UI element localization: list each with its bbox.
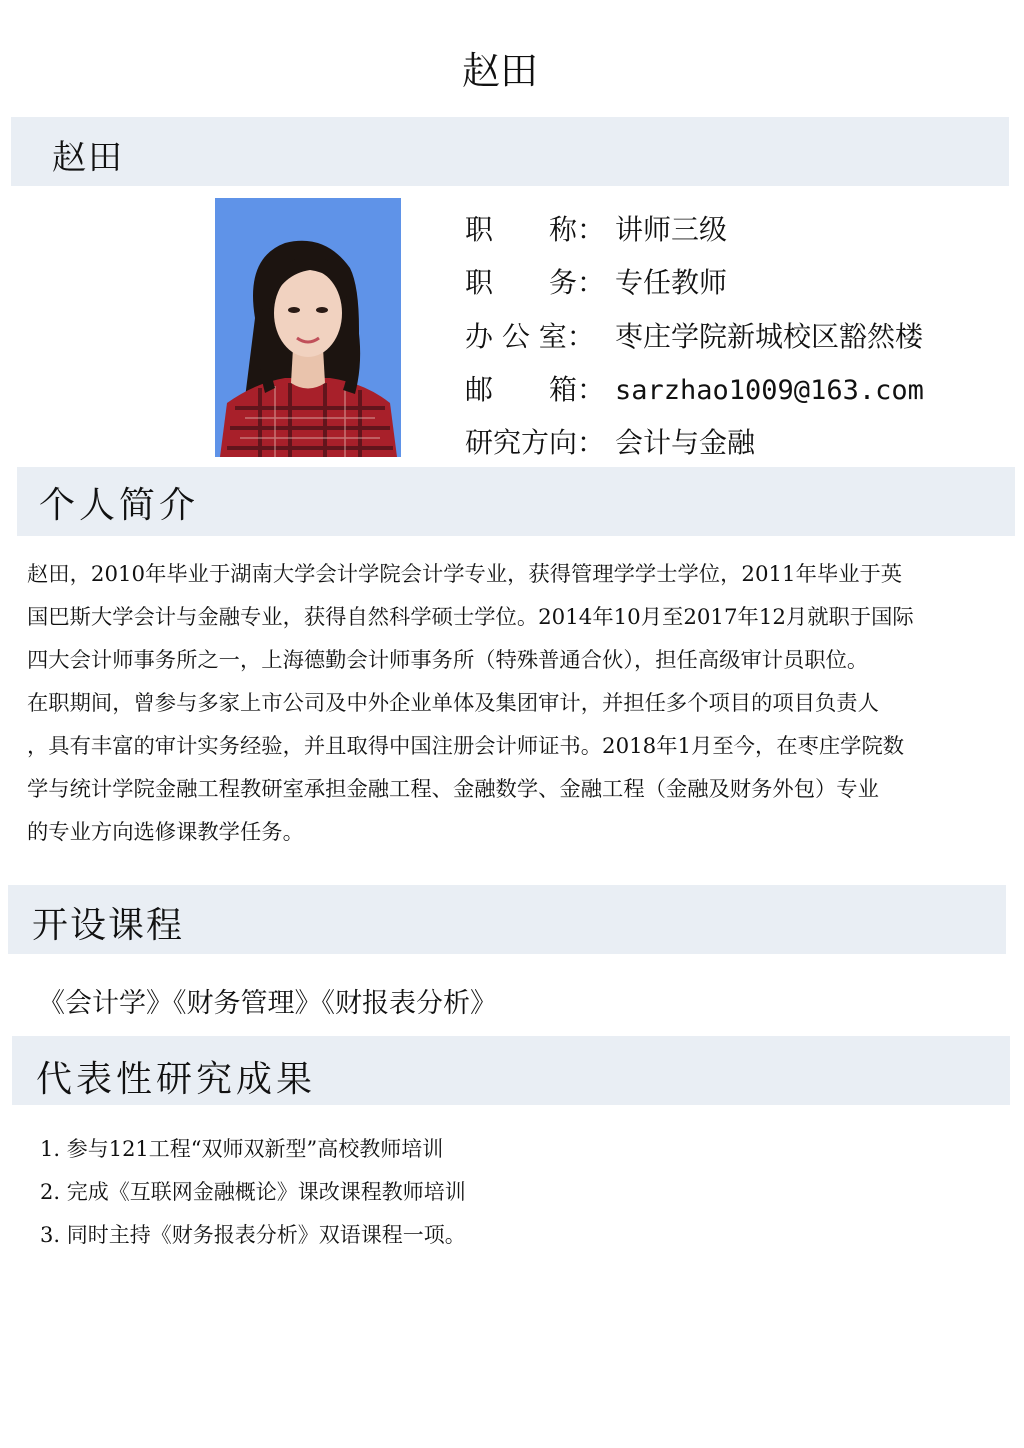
info-office-label: 办 公 室：: [465, 320, 595, 353]
research-section-title: 代表性研究成果: [36, 1059, 317, 1100]
courses-section-band: [8, 885, 1006, 954]
info-research-value: 会计与金融: [615, 426, 756, 459]
intro-section-band: [17, 467, 1015, 536]
courses-section-title: 开设课程: [32, 905, 185, 946]
info-email-row: [465, 368, 924, 408]
info-email-value[interactable]: sarzhao1009@163.com: [615, 375, 924, 406]
list-item: 3. 同时主持《财务报表分析》双语课程一项。: [40, 1223, 466, 1247]
intro-line: ，具有丰富的审计实务经验，并且取得中国注册会计师证书。2018年1月至今，在枣庄学院数: [27, 734, 905, 759]
intro-line: 学与统计学院金融工程教研室承担金融工程、金融数学、金融工程（金融及财务外包）专业: [27, 777, 879, 802]
name-header: 赵田: [52, 138, 124, 178]
info-title-label: 职 称：: [465, 213, 606, 246]
intro-line: 国巴斯大学会计与金融专业，获得自然科学硕士学位。2014年10月至2017年12月就职于国际: [27, 605, 914, 630]
info-research-label: 研究方向：: [465, 426, 606, 459]
research-section-band: [12, 1036, 1010, 1105]
intro-line: 在职期间，曾参与多家上市公司及中外企业单体及集团审计，并担任多个项目的项目负责人: [27, 691, 879, 716]
info-office-value: 枣庄学院新城校区豁然楼: [615, 320, 924, 353]
page-title: 赵田: [461, 49, 538, 93]
intro-line: 赵田，2010年毕业于湖南大学会计学院会计学专业，获得管理学学士学位，2011年毕业于英: [27, 562, 903, 587]
profile-photo: [215, 198, 401, 457]
info-email-label: 邮 箱：: [465, 373, 606, 406]
intro-section-title: 个人简介: [39, 485, 200, 526]
name-header-band: [11, 117, 1009, 186]
intro-paragraph: [27, 553, 1012, 854]
intro-line: 的专业方向选修课教学任务。: [27, 820, 304, 845]
courses-list: 《会计学》《财务管理》《财报表分析》: [38, 988, 497, 1019]
list-item: 2. 完成《互联网金融概论》课改课程教师培训: [40, 1180, 466, 1204]
info-research-row: [465, 421, 755, 461]
info-title-value: 讲师三级: [615, 213, 728, 246]
research-results-list: [40, 1128, 466, 1257]
info-position-row: [465, 261, 727, 301]
info-title-row: [465, 208, 727, 248]
info-position-label: 职 务：: [465, 266, 606, 299]
info-position-value: 专任教师: [615, 266, 728, 299]
list-item: 1. 参与121工程“双师双新型”高校教师培训: [40, 1137, 444, 1161]
intro-line: 四大会计师事务所之一，上海德勤会计师事务所（特殊普通合伙），担任高级审计员职位。: [27, 648, 869, 673]
info-office-row: [465, 315, 923, 355]
